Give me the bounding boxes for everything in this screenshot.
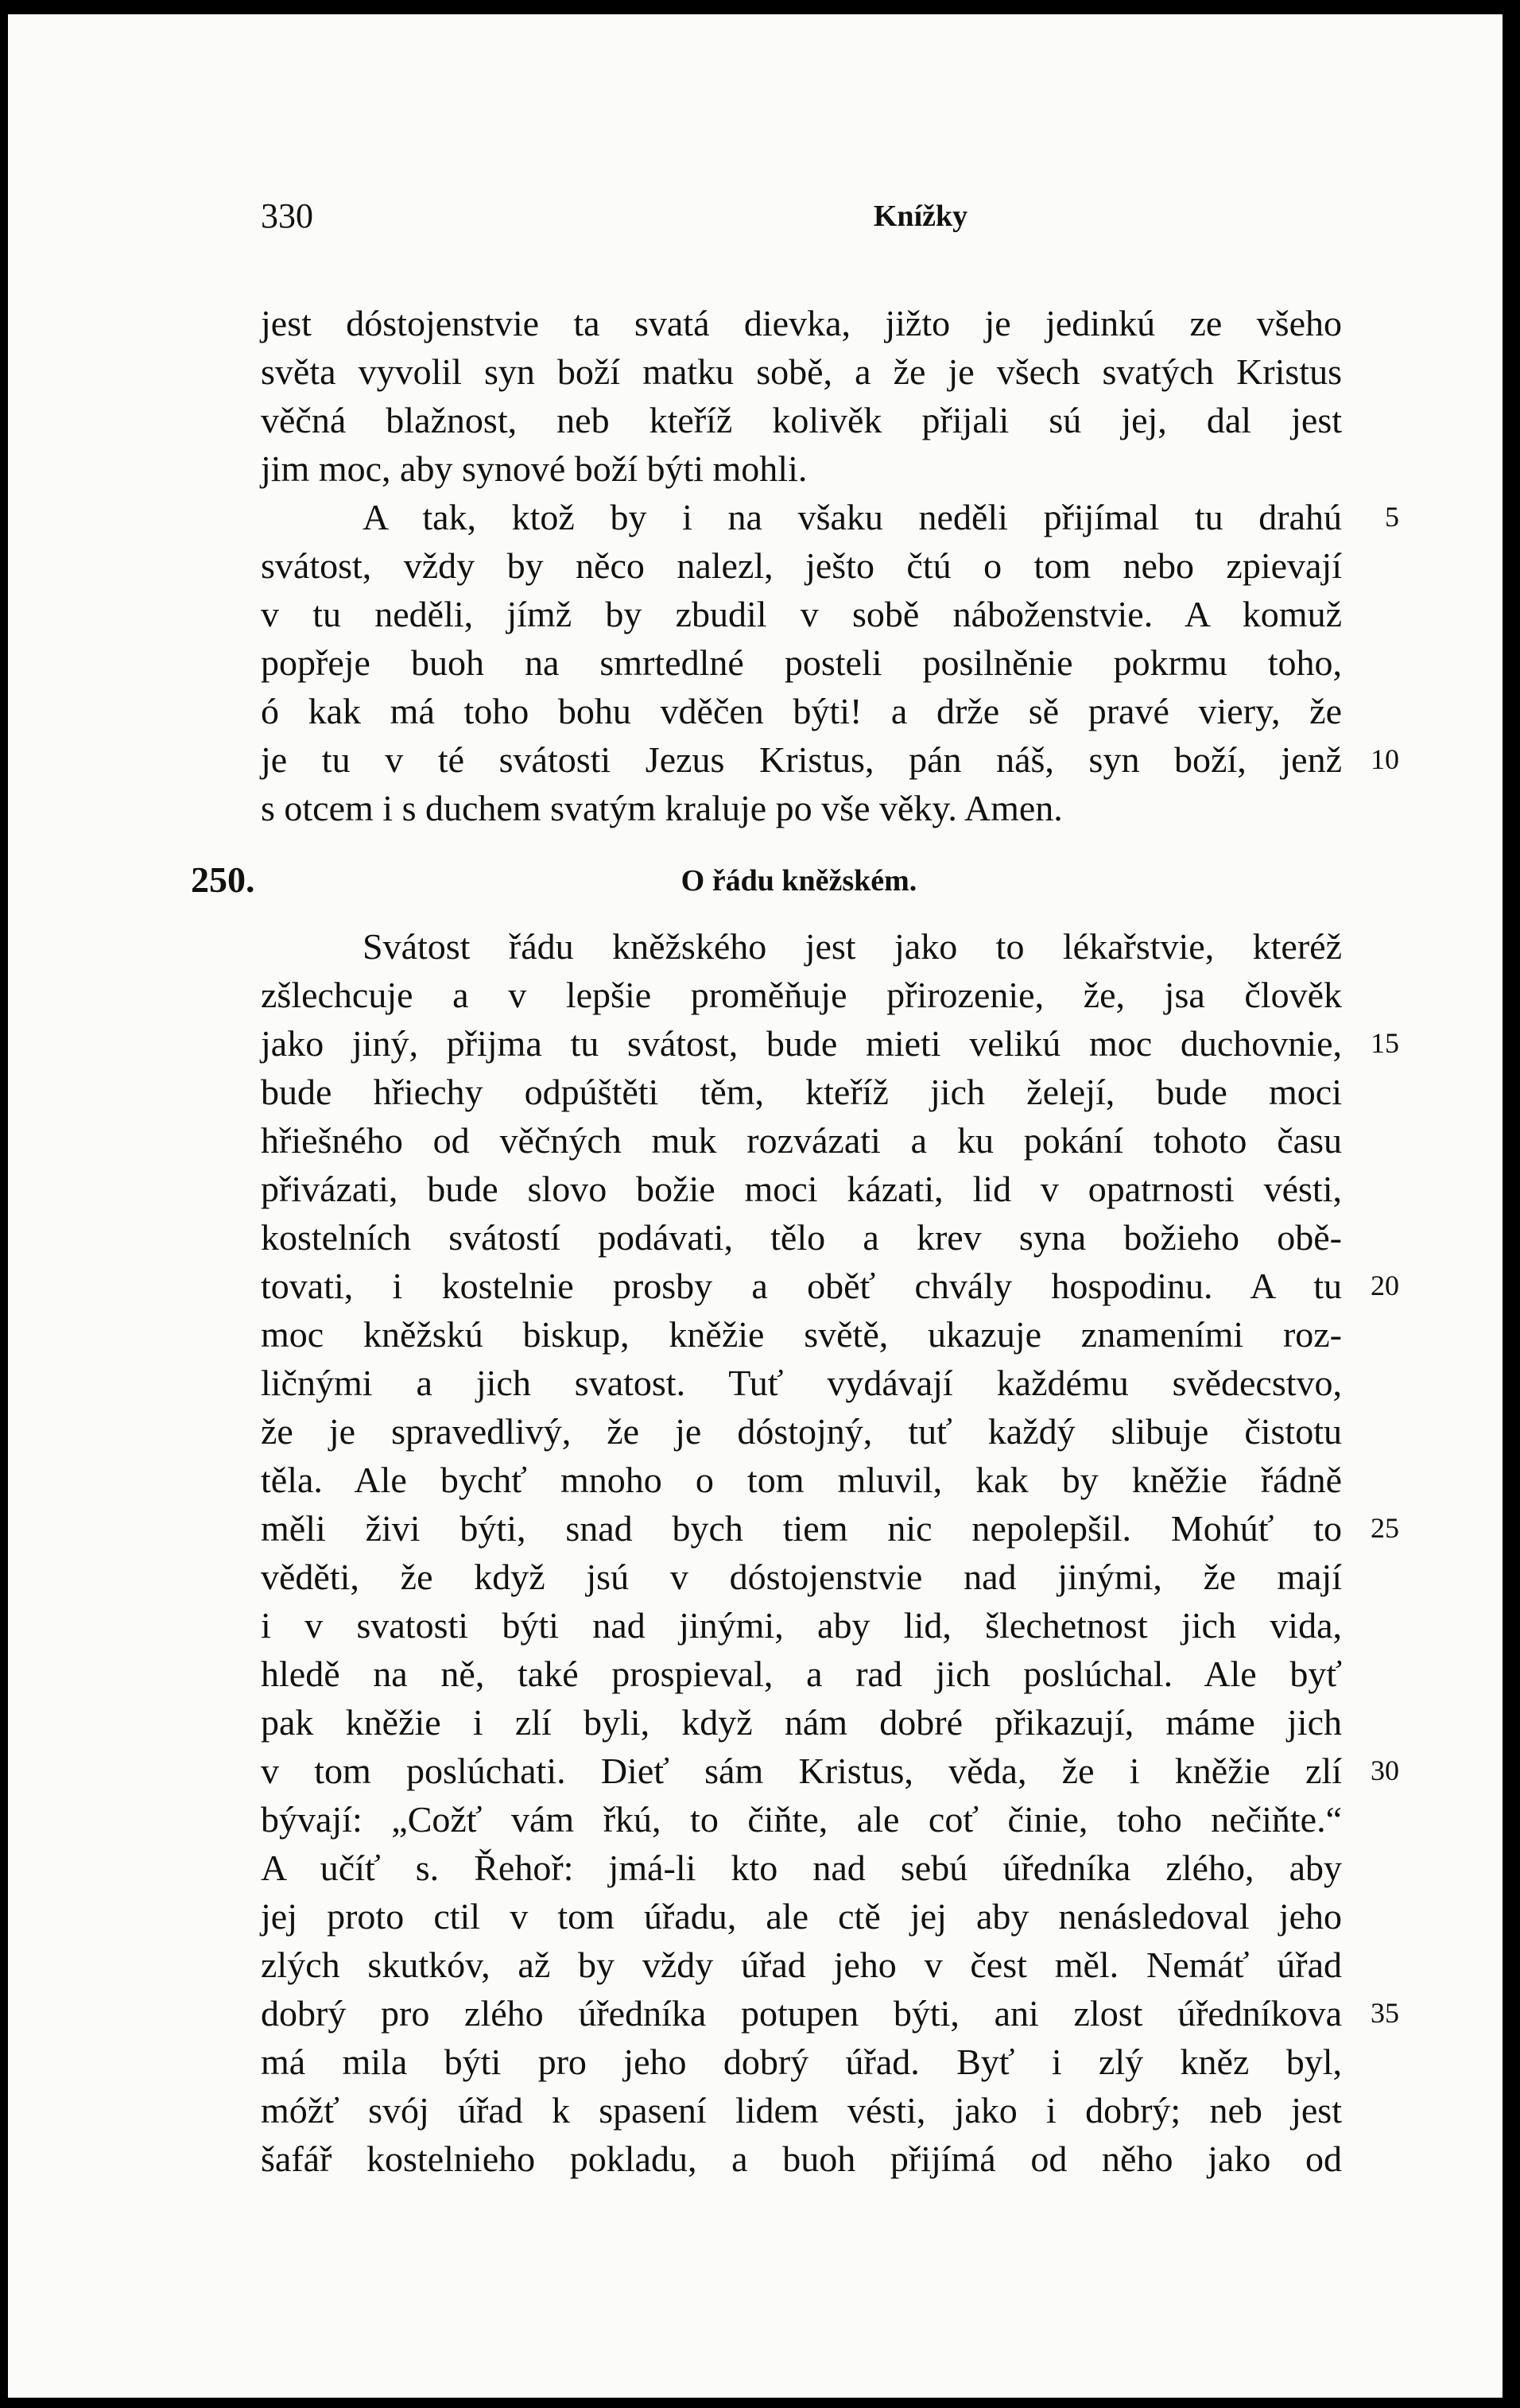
text-line <box>261 1116 1342 1165</box>
line-number: 30 <box>1371 1755 1399 1786</box>
text-line <box>261 687 1342 735</box>
line-text: zlých skutkóv, až by vždy úřad jeho v čest měl. Nemáť úřad <box>261 1945 1342 1985</box>
text-line <box>261 1553 1342 1601</box>
line-text: ó kak má toho bohu vděčen býti! a drže sě pravé viery, že <box>261 691 1342 731</box>
line-text: že je spravedlivý, že je dóstojný, tuť každý slibuje čistotu <box>261 1411 1342 1452</box>
line-text: jim moc, aby synové boží býti mohli. <box>261 448 808 489</box>
line-text: dobrý pro zlého úředníka potupen býti, ani zlost úředníkova <box>261 1993 1342 2034</box>
line-text: popřeje buoh na smrtedlné posteli posilněnie pokrmu toho, <box>261 642 1342 683</box>
text-line <box>261 493 1399 541</box>
text-line <box>261 1213 1342 1262</box>
text-line <box>261 1795 1342 1844</box>
line-text: v tom poslúchati. Dieť sám Kristus, věda, že i kněžie zlí <box>261 1751 1342 1791</box>
text-line <box>261 1165 1342 1213</box>
page-number: 330 <box>261 196 313 235</box>
book-page <box>8 14 1503 2398</box>
text-line <box>261 1407 1342 1456</box>
paragraph-3 <box>261 922 1399 2183</box>
section-number: 250. <box>191 859 255 900</box>
text-line <box>261 1698 1342 1747</box>
text-line <box>261 541 1342 590</box>
text-line <box>261 1989 1399 2038</box>
line-text: je tu v té svátosti Jezus Kristus, pán náš, syn boží, jenž <box>261 739 1342 780</box>
text-line <box>261 1504 1399 1553</box>
line-text: těla. Ale bychť mnoho o tom mluvil, kak by kněžie řádně <box>261 1460 1342 1500</box>
text-line <box>261 2038 1342 2086</box>
text-line <box>261 1747 1399 1795</box>
line-text: svátost, vždy by něco nalezl, ješto čtú o tom nebo zpievají <box>261 545 1342 586</box>
line-text: přivázati, bude slovo božie moci kázati, lid v opatrnosti vésti, <box>261 1169 1342 1209</box>
line-text: móžť svój úřad k spasení lidem vésti, jako i dobrý; neb jest <box>261 2090 1342 2131</box>
line-text: věčná blažnost, neb kteříž kolivěk přijali sú jej, dal jest <box>261 400 1342 440</box>
text-line <box>261 590 1342 638</box>
text-line <box>261 2086 1342 2135</box>
line-text: v tu neděli, jímž by zbudil v sobě náboženstvie. A komuž <box>261 594 1342 634</box>
text-line <box>261 784 1342 832</box>
section-heading <box>191 859 1344 914</box>
line-text: moc kněžskú biskup, kněžie světě, ukazuje znameními roz- <box>261 1314 1342 1355</box>
line-number: 35 <box>1371 1997 1399 2029</box>
text-line <box>261 347 1342 396</box>
text-line <box>261 1310 1342 1359</box>
text-line <box>261 1359 1342 1407</box>
line-text: věděti, že když jsú v dóstojenstvie nad jinými, že mají <box>261 1557 1342 1597</box>
line-number: 5 <box>1385 501 1399 533</box>
text-line <box>261 1262 1399 1310</box>
line-text: s otcem i s duchem svatým kraluje po vše věky. Amen. <box>261 788 1063 828</box>
line-text: ličnými a jich svatost. Tuť vydávají každému svědecstvo, <box>261 1363 1342 1403</box>
line-text: jako jiný, přijma tu svátost, bude mieti velikú moc duchovnie, <box>261 1023 1342 1064</box>
line-text: šafář kostelnieho pokladu, a buoh přijímá od něho jako od <box>261 2139 1342 2179</box>
page-header <box>261 196 1374 243</box>
line-number: 20 <box>1371 1270 1399 1301</box>
line-text: tovati, i kostelnie prosby a oběť chvály hospodinu. A tu <box>261 1266 1342 1306</box>
line-text: jej proto ctil v tom úřadu, ale ctě jej aby nenásledoval jeho <box>261 1896 1342 1937</box>
text-line <box>261 1456 1342 1504</box>
text-line <box>261 1019 1399 1068</box>
line-text: jest dóstojenstvie ta svatá dievka, jižto je jedinkú ze všeho <box>261 303 1342 343</box>
text-line <box>261 735 1399 784</box>
line-number: 25 <box>1371 1512 1399 1544</box>
line-text: bývají: „Cožť vám řkú, to čiňte, ale coť činie, toho nečiňte.“ <box>261 1799 1342 1840</box>
section-title: O řádu kněžském. <box>681 864 917 898</box>
text-area <box>191 14 1399 2398</box>
line-text: bude hřiechy odpúštěti těm, kteříž jich želejí, bude moci <box>261 1072 1342 1112</box>
line-text: i v svatosti býti nad jinými, aby lid, šlechetnost jich vida, <box>261 1605 1342 1646</box>
text-line <box>261 1601 1342 1650</box>
text-line <box>261 922 1342 971</box>
text-line <box>261 299 1342 347</box>
line-text: hledě na ně, také prospieval, a rad jich poslúchal. Ale byť <box>261 1654 1342 1694</box>
text-line <box>261 971 1342 1019</box>
line-text: A učíť s. Řehoř: jmá-li kto nad sebú úředníka zlého, aby <box>261 1848 1342 1888</box>
line-text: A tak, ktož by i na všaku neděli přijímal tu drahú <box>363 497 1342 537</box>
line-text: zšlechcuje a v lepšie proměňuje přirozenie, že, jsa člověk <box>261 975 1342 1015</box>
running-title: Knížky <box>873 200 968 233</box>
line-text: kostelních svátostí podávati, tělo a krev syna božieho obě- <box>261 1217 1342 1258</box>
text-line <box>261 444 1342 493</box>
text-line <box>261 1844 1342 1892</box>
line-text: světa vyvolil syn boží matku sobě, a že je všech svatých Kristus <box>261 351 1342 392</box>
text-line <box>261 1650 1342 1698</box>
line-number: 10 <box>1371 743 1399 775</box>
text-line <box>261 2135 1342 2183</box>
line-text: Svátost řádu kněžského jest jako to lékařstvie, kteréž <box>363 926 1342 967</box>
line-text: měli živi býti, snad bych tiem nic nepolepšil. Mohúť to <box>261 1508 1342 1549</box>
text-line <box>261 396 1342 444</box>
line-text: hřiešného od věčných muk rozvázati a ku pokání tohoto času <box>261 1120 1342 1161</box>
line-text: pak kněžie i zlí byli, když nám dobré přikazují, máme jich <box>261 1702 1342 1743</box>
text-line <box>261 1892 1342 1941</box>
text-line <box>261 638 1342 687</box>
text-line <box>261 1068 1342 1116</box>
text-line <box>261 1941 1342 1989</box>
line-number: 15 <box>1371 1027 1399 1059</box>
line-text: má mila býti pro jeho dobrý úřad. Byť i zlý kněz byl, <box>261 2042 1342 2082</box>
paragraph-2 <box>261 493 1399 832</box>
paragraph-1 <box>261 299 1342 493</box>
